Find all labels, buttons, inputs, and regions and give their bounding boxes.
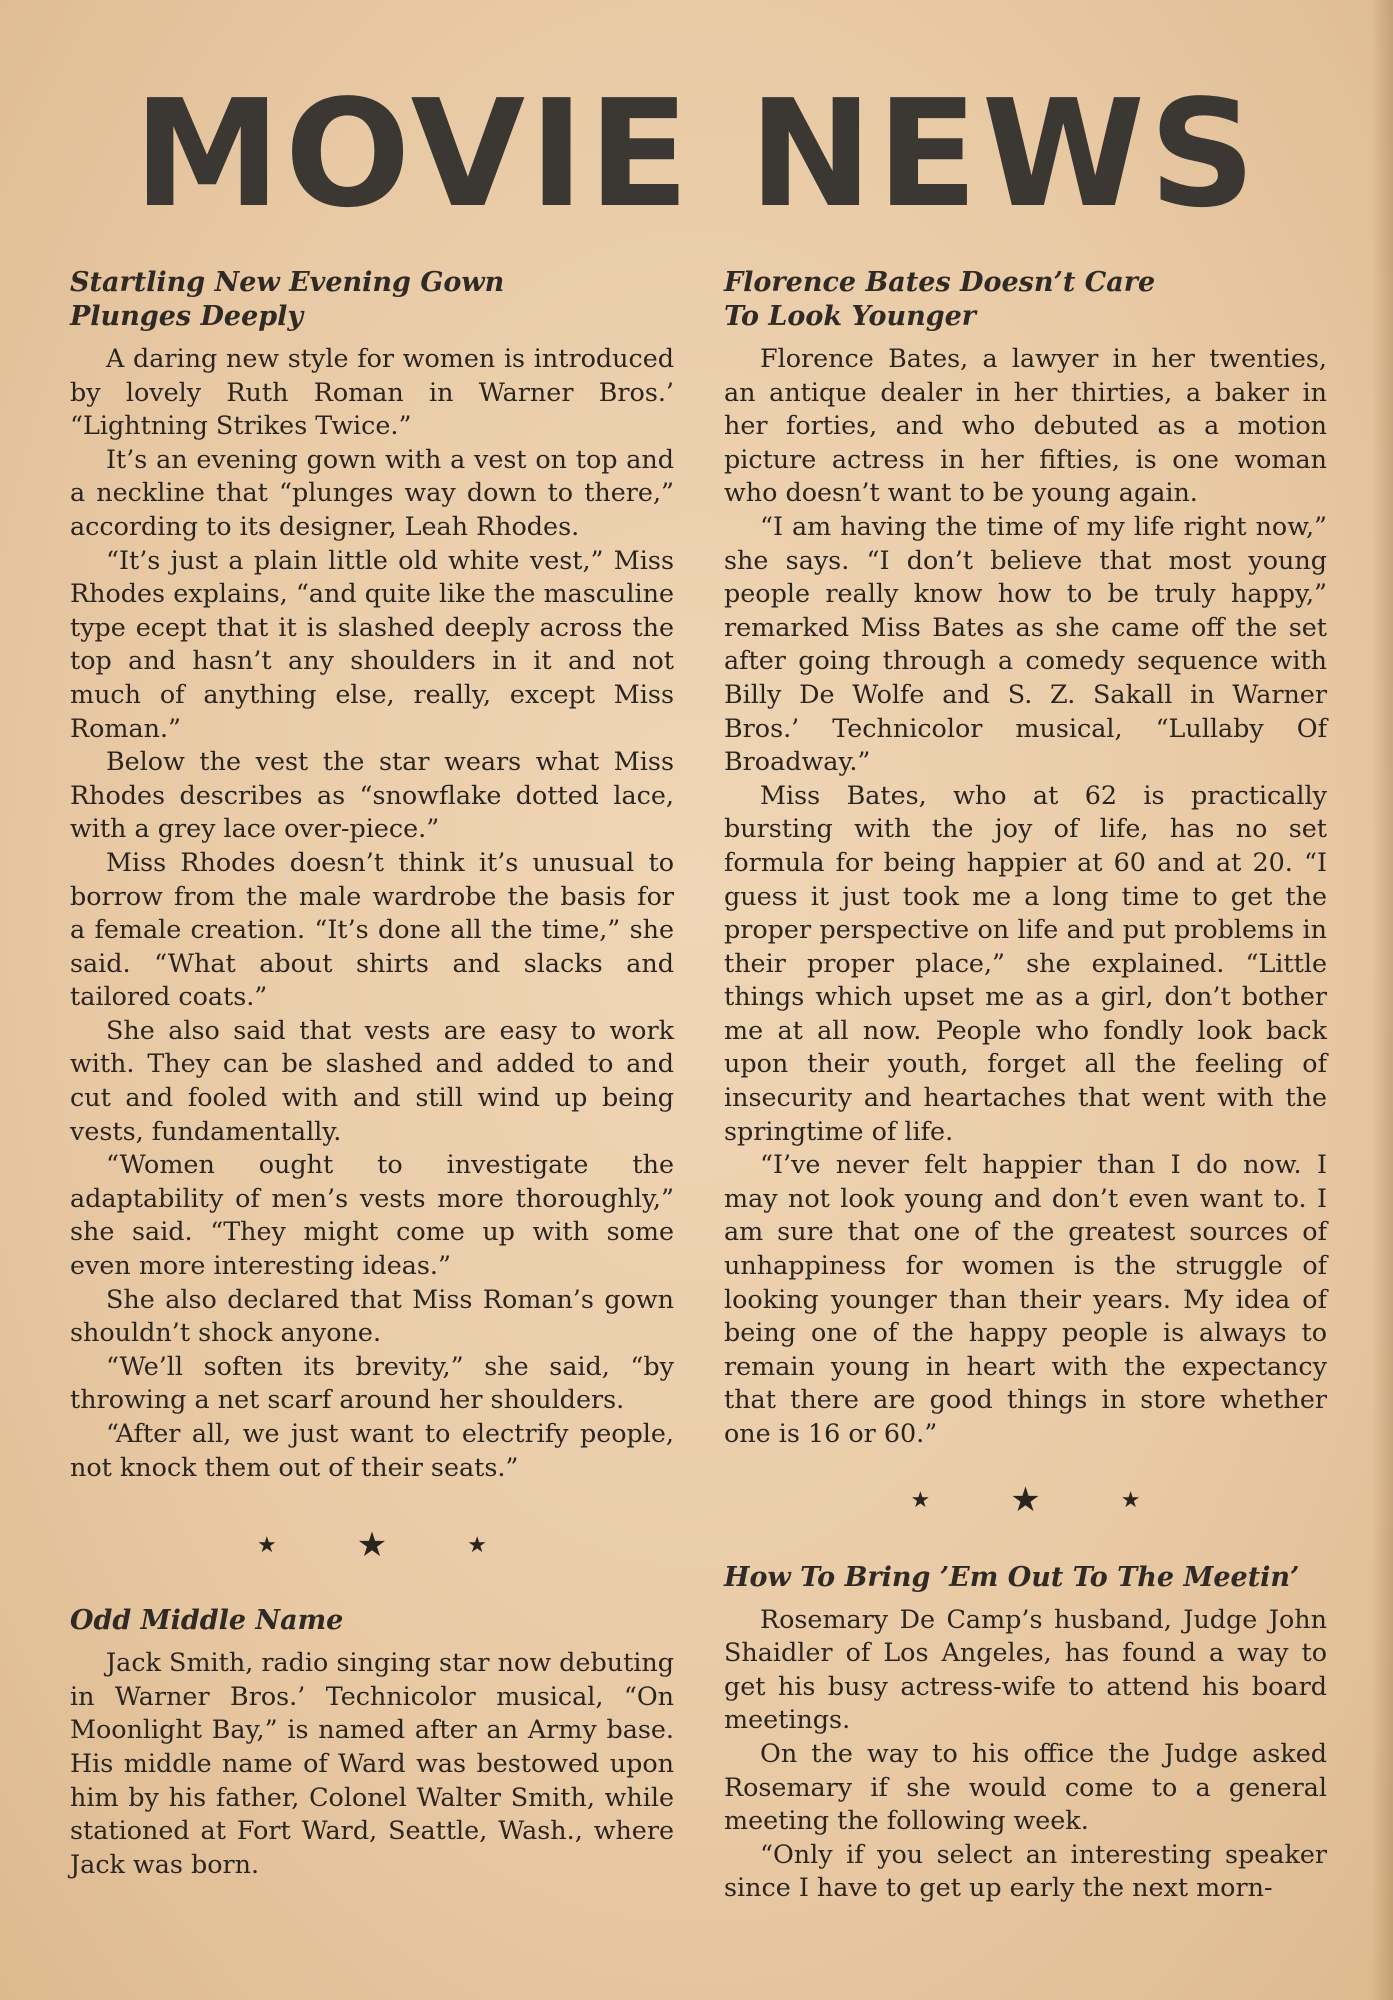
paragraph: Miss Bates, who at 62 is practically bursting with the joy of life, has no set formula for being happier at 60 and at 20. “I guess it just took me a long time to get the proper perspective on life and put problems in their proper place,” she explained. “Little things which upset me as a girl, don’t bother me at all now. People who fondly look back upon their youth, forget all the feeling of insecurity and heartaches that went with the springtime of life. xyxy=(724,779,1327,1146)
star-icon: ★ xyxy=(910,1487,931,1513)
headline-florence-bates xyxy=(724,266,1327,334)
paragraph: A daring new style for women is introduced by lovely Ruth Roman in Warner Bros.’ “Lightning Strikes Twice.” xyxy=(70,343,674,441)
paragraph: It’s an evening gown with a vest on top and a neckline that “plunges way down to there,” according to its designer, Leah Rhodes. xyxy=(70,443,674,541)
headline-line: Plunges Deeply xyxy=(70,301,304,332)
headline-meetin: How To Bring ’Em Out To The Meetin’ xyxy=(724,1561,1300,1593)
left-column xyxy=(70,266,674,1881)
paragraph: “I am having the time of my life right now,” she says. “I don’t believe that most young people really know how to be truly happy,” remarked Miss Bates as she came off the set after going through a comedy sequence with Billy De Wolfe and S. Z. Sakall in Warner Bros.’ Technicolor musical, “Lullaby Of Broadway.” xyxy=(724,510,1327,777)
headline-line: Florence Bates Doesn’t Care xyxy=(724,267,1156,298)
paragraph: “Only if you select an interesting speaker since I have to get up early the next morn- xyxy=(724,1838,1327,1903)
right-column xyxy=(724,266,1327,1905)
headline-line: To Look Younger xyxy=(724,301,976,332)
paragraph: “It’s just a plain little old white vest,” Miss Rhodes explains, “and quite like the masculine type ecept that it is slashed deeply across the top and hasn’t any shoulders in it and not much of anything else, really, except Miss Roman.” xyxy=(70,544,674,743)
paragraph: “I’ve never felt happier than I do now. I may not look young and don’t even want to. I am sure that one of the greatest sources of unhappiness for women is the struggle of looking younger than their years. My idea of being one of the happy people is always to remain young in heart with the expectancy that there are good things in store whether one is 16 or 60.” xyxy=(724,1149,1327,1448)
headline-line: Startling New Evening Gown xyxy=(70,267,505,298)
paragraph: She also said that vests are easy to work with. They can be slashed and added to and cut and fooled with and still wind up being vests, fundamentally. xyxy=(70,1014,674,1146)
headline-evening-gown xyxy=(70,266,674,334)
paragraph: “Women ought to investigate the adaptability of men’s vests more thoroughly,” she said. “They might come up with some even more interesting ideas.” xyxy=(70,1149,674,1281)
star-icon: ★ xyxy=(1120,1487,1141,1513)
star-icon: ★ xyxy=(356,1525,388,1566)
paragraph: “After all, we just want to electrify people, not knock them out of their seats.” xyxy=(70,1418,674,1482)
paragraph: Florence Bates, a lawyer in her twenties, an antique dealer in her thirties, a baker in her forties, and who debuted as a motion picture actress in her fifties, is one woman who doesn’t want to be young again. xyxy=(724,343,1327,508)
paragraph: Miss Rhodes doesn’t think it’s unusual to borrow from the male wardrobe the basis for a female creation. “It’s done all the time,” she said. “What about shirts and slacks and tailored coats.” xyxy=(70,846,674,1012)
paragraph: “We’ll soften its brevity,” she said, “by throwing a net scarf around her shoulders. xyxy=(70,1350,674,1415)
story-separator xyxy=(70,1524,674,1568)
paragraph: On the way to his office the Judge asked Rosemary if she would come to a general meeting the following week. xyxy=(724,1737,1327,1836)
paragraph: Rosemary De Camp’s husband, Judge John Shaidler of Los Angeles, has found a way to get his busy actress-wife to attend his board meetings. xyxy=(724,1603,1327,1735)
paragraph: Below the vest the star wears what Miss Rhodes describes as “snowflake dotted lace, with a grey lace over-piece.” xyxy=(70,746,674,844)
paragraph: She also declared that Miss Roman’s gown shouldn’t shock anyone. xyxy=(70,1283,674,1348)
paragraph: Jack Smith, radio singing star now debuting in Warner Bros.’ Technicolor musical, “On Moonlight Bay,” is named after an Army base. His middle name of Ward was bestowed upon him by his father, Colonel Walter Smith, while stationed at Fort Ward, Seattle, Wash., where Jack was born. xyxy=(70,1647,674,1879)
page-title: MOVIE NEWS xyxy=(133,68,1260,240)
page-edge xyxy=(1371,0,1393,2000)
story-separator xyxy=(724,1479,1327,1523)
star-icon: ★ xyxy=(1010,1479,1041,1520)
headline-odd-middle-name: Odd Middle Name xyxy=(70,1605,344,1637)
star-icon: ★ xyxy=(467,1533,487,1559)
star-icon: ★ xyxy=(257,1533,277,1559)
